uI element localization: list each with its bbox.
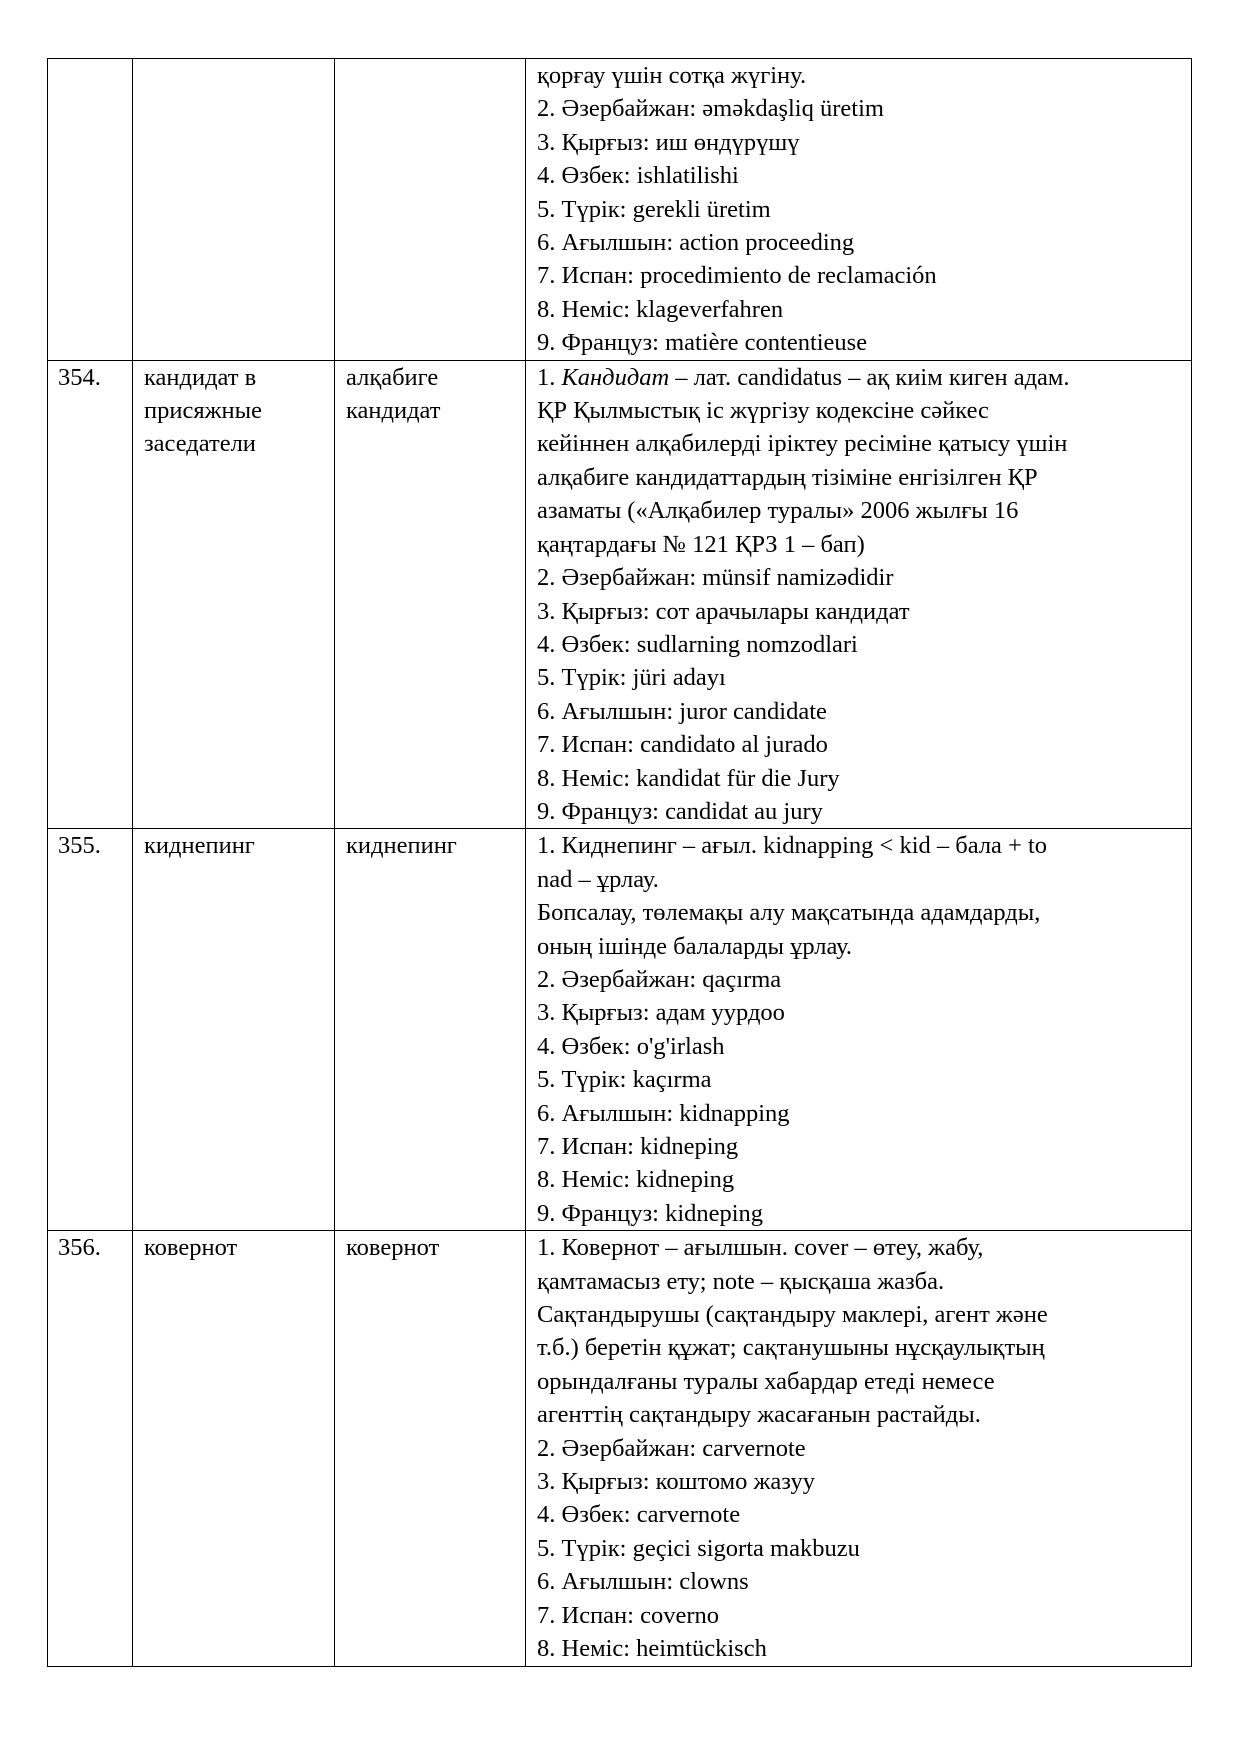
entry-number: 355. xyxy=(48,829,133,1231)
russian-term xyxy=(133,829,335,1231)
definition-line xyxy=(537,1231,1183,1264)
table-row xyxy=(48,829,1192,1231)
definition-line xyxy=(537,896,1183,929)
russian-term-line: заседатели xyxy=(144,430,256,458)
definition-text: қамтамасыз ету; note – қысқаша жазба. xyxy=(537,1267,945,1295)
definition-text: Бопсалау, төлемақы алу мақсатында адамдарды, xyxy=(537,899,1041,927)
translation-line: 6. Ағылшын: action proceeding xyxy=(537,229,855,257)
table-row xyxy=(48,59,1192,361)
definition-text: алқабиге кандидаттардың тізіміне енгізілген ҚР xyxy=(537,463,1038,491)
translation-line: 7. Испан: kidneping xyxy=(537,1133,739,1160)
translation-line: 3. Қырғыз: иш өндүрүшү xyxy=(537,128,800,156)
definition-line xyxy=(537,394,1183,427)
translation-line: 2. Әзербайжан: qaçırma xyxy=(537,965,782,993)
kazakh-term-line: ковернот xyxy=(346,1234,440,1262)
translation-line: 7. Испан: coverno xyxy=(537,1601,720,1629)
translation-line: 5. Түрік: geçici sigorta makbuzu xyxy=(537,1534,860,1562)
translation-line: 5. Түрік: kaçırma xyxy=(537,1066,712,1094)
russian-term-line: присяжные xyxy=(144,397,262,425)
translation-line: 5. Түрік: jüri adayı xyxy=(537,664,726,692)
russian-term xyxy=(133,59,335,361)
translation-line: 9. Француз: kidneping xyxy=(537,1199,764,1227)
definition-text: ҚР Қылмыстық іс жүргізу кодексіне сәйкес xyxy=(537,397,989,425)
definition-cell xyxy=(526,1231,1192,1666)
definition-text: т.б.) беретін құжат; сақтанушыны нұсқаулықтың xyxy=(537,1334,1045,1362)
translation-line: 8. Неміс: klageverfahren xyxy=(537,295,784,323)
translation-line: 6. Ағылшын: clowns xyxy=(537,1568,749,1596)
definition-text: агенттің сақтандыру жасағанын растайды. xyxy=(537,1401,981,1429)
definition-line xyxy=(537,1365,1183,1398)
translation-line: 8. Неміс: heimtückisch xyxy=(537,1635,767,1663)
definition-line xyxy=(537,829,1183,862)
kazakh-term-line: кандидат xyxy=(346,397,441,425)
translation-line: 8. Неміс: kidneping xyxy=(537,1166,735,1194)
russian-term-line: ковернот xyxy=(144,1234,238,1262)
definition-cell xyxy=(526,59,1192,361)
translation-line: 7. Испан: procedimiento de reclamación xyxy=(537,262,937,290)
definition-line xyxy=(537,361,1183,394)
definition-text: орындалғаны туралы хабардар етеді немесе xyxy=(537,1367,995,1395)
definition-line xyxy=(537,528,1183,561)
table-row xyxy=(48,360,1192,829)
table-row xyxy=(48,1231,1192,1666)
definition-text: азаматы («Алқабилер туралы» 2006 жылғы 16 xyxy=(537,497,1019,525)
definition-line xyxy=(537,461,1183,494)
russian-term xyxy=(133,1231,335,1666)
glossary-table-body xyxy=(48,59,1192,1667)
translation-line: 4. Өзбек: sudlarning nomzodlari xyxy=(537,630,858,658)
russian-term xyxy=(133,360,335,829)
definition-term: Кандидат xyxy=(561,363,670,391)
definition-line xyxy=(537,494,1183,527)
entry-number xyxy=(48,59,133,361)
definition-text: оның ішінде балаларды ұрлау. xyxy=(537,932,853,960)
definition-text: 1. Ковернот – ағылшын. cover – өтеу, жабу, xyxy=(537,1234,984,1262)
definition-text: қорғау үшін сотқа жүгіну. xyxy=(537,62,807,89)
definition-text: – лат. candidatus – ақ киім киген адам. xyxy=(669,363,1070,391)
russian-term-line: киднепинг xyxy=(144,832,255,860)
kazakh-term xyxy=(335,360,526,829)
definition-line xyxy=(537,59,1183,92)
definition-text: nad – ұрлау. xyxy=(537,865,659,893)
kazakh-term xyxy=(335,59,526,361)
kazakh-term xyxy=(335,829,526,1231)
definition-text: 1. Киднепинг – ағыл. kidnapping < kid – бала + to xyxy=(537,832,1048,860)
translation-line: 7. Испан: candidato al jurado xyxy=(537,731,828,759)
glossary-table xyxy=(47,58,1192,1667)
definition-text: кейіннен алқабилерді іріктеу ресіміне қатысу үшін xyxy=(537,430,1068,458)
entry-number: 356. xyxy=(48,1231,133,1666)
definition-line xyxy=(537,1331,1183,1364)
translation-line: 4. Өзбек: carvernote xyxy=(537,1501,741,1529)
definition-line xyxy=(537,930,1183,963)
kazakh-term xyxy=(335,1231,526,1666)
translation-line: 6. Ағылшын: juror candidate xyxy=(537,697,827,725)
kazakh-term-line: киднепинг xyxy=(346,832,457,860)
translation-line: 3. Қырғыз: сот арачылары кандидат xyxy=(537,597,910,625)
definition-line xyxy=(537,1398,1183,1431)
definition-text: Сақтандырушы (сақтандыру маклері, агент және xyxy=(537,1301,1048,1329)
definition-text: қаңтардағы № 121 ҚРЗ 1 – бап) xyxy=(537,530,865,558)
definition-cell xyxy=(526,829,1192,1231)
russian-term-line: кандидат в xyxy=(144,363,257,391)
translation-line: 8. Неміс: kandidat für die Jury xyxy=(537,764,840,792)
translation-line: 4. Өзбек: o'g'irlash xyxy=(537,1032,725,1060)
kazakh-term-line: алқабиге xyxy=(346,363,439,391)
definition-line xyxy=(537,427,1183,460)
translation-line: 3. Қырғыз: коштомо жазуу xyxy=(537,1468,815,1496)
definition-prefix: 1. xyxy=(537,363,562,391)
translation-line: 5. Түрік: gerekli üretim xyxy=(537,195,771,223)
definition-cell xyxy=(526,360,1192,829)
translation-line: 6. Ағылшын: kidnapping xyxy=(537,1099,790,1127)
definition-line xyxy=(537,1298,1183,1331)
definition-line xyxy=(537,863,1183,896)
translation-line: 2. Әзербайжан: münsif namizədidir xyxy=(537,564,894,592)
translation-line: 2. Әзербайжан: əməkdaşliq üretim xyxy=(537,95,884,123)
entry-number: 354. xyxy=(48,360,133,829)
translation-line: 4. Өзбек: ishlatilishi xyxy=(537,162,739,190)
translation-line: 3. Қырғыз: адам уурдоо xyxy=(537,999,785,1027)
translation-line: 2. Әзербайжан: carvernote xyxy=(537,1434,806,1462)
definition-line xyxy=(537,1265,1183,1298)
translation-line: 9. Француз: matière contentieuse xyxy=(537,329,868,357)
translation-line: 9. Француз: candidat au jury xyxy=(537,797,823,825)
